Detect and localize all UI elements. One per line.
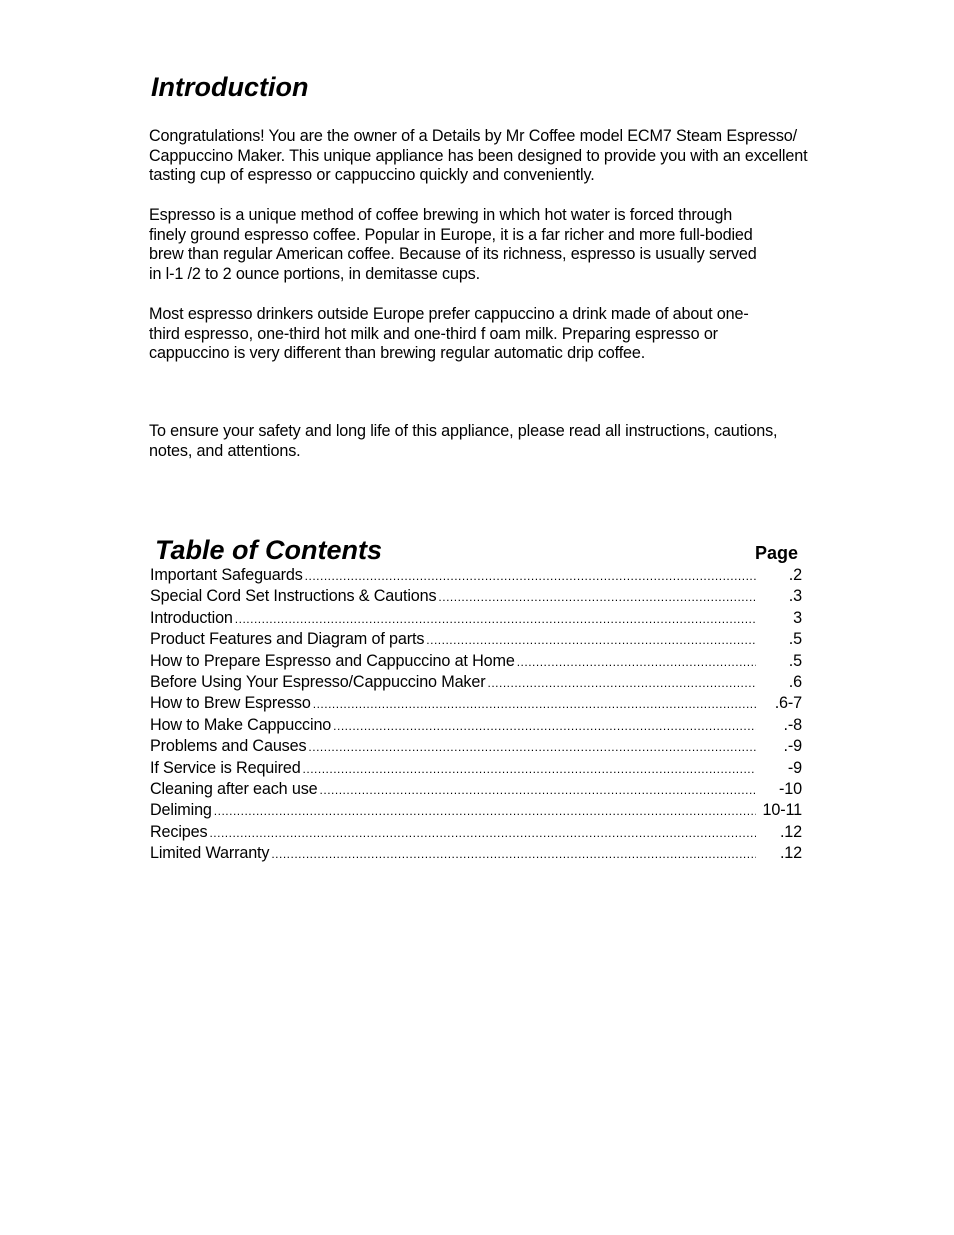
toc-leader-dots — [209, 823, 756, 844]
paragraph-line: finely ground espresso coffee. Popular in Europe, it is a far richer and more full-bodied — [149, 225, 753, 244]
toc-entry-page: .2 — [788, 566, 802, 584]
toc-entry-title: Problems and Causes — [150, 737, 307, 756]
toc-entry — [150, 565, 802, 586]
toc-entry-title: Special Cord Set Instructions & Cautions — [150, 587, 437, 606]
toc-leader-dots — [214, 801, 756, 822]
toc-entry-page: .12 — [779, 844, 802, 863]
toc-entry-title: Important Safeguards — [150, 566, 303, 584]
toc-leader-dots — [333, 716, 756, 737]
toc-entry — [150, 693, 802, 714]
intro-paragraph-1 — [149, 127, 807, 186]
toc-entry-title: Deliming — [150, 801, 212, 820]
toc-entry-title: Limited Warranty — [150, 844, 270, 863]
toc-entry — [150, 629, 802, 650]
paragraph-line: notes, and attentions. — [149, 441, 301, 460]
toc-entry-page: .6 — [788, 672, 802, 691]
toc-entry — [150, 843, 802, 864]
toc-entry — [150, 651, 802, 672]
toc-leader-dots — [303, 759, 756, 780]
paragraph-line: Congratulations! You are the owner of a Details by Mr Coffee model ECM7 Steam Espresso/ — [149, 127, 797, 145]
toc-entry — [150, 758, 802, 779]
paragraph-line: brew than regular American coffee. Because of its richness, espresso is usually served — [149, 245, 757, 264]
paragraph-line: Espresso is a unique method of coffee brewing in which hot water is forced through — [149, 206, 733, 224]
toc-leader-dots — [313, 694, 756, 715]
toc-leader-dots — [320, 780, 756, 801]
toc-entry-page: .-8 — [783, 715, 802, 734]
intro-paragraph-2 — [149, 206, 757, 284]
toc-entry-page: .12 — [779, 822, 802, 841]
toc-entry-page: .5 — [788, 630, 802, 649]
toc-entry-title: How to Make Cappuccino — [150, 715, 332, 734]
toc-leader-dots — [308, 737, 756, 758]
toc-leader-dots — [235, 609, 756, 630]
paragraph-line: third espresso, one-third hot milk and one-third f oam milk. Preparing espresso or — [149, 324, 718, 343]
paragraph-line: Most espresso drinkers outside Europe prefer cappuccino a drink made of about one- — [149, 305, 749, 323]
intro-paragraph-4 — [149, 422, 777, 461]
toc-entry — [150, 715, 802, 736]
toc-leader-dots — [271, 844, 756, 865]
paragraph-line: Cappuccino Maker. This unique appliance has been designed to provide you with an excellent — [149, 146, 808, 165]
toc-entry-page: 10-11 — [762, 801, 802, 820]
toc-leader-dots — [426, 630, 756, 651]
toc-entry-title: How to Brew Espresso — [150, 694, 311, 713]
toc-entry-title: Product Features and Diagram of parts — [150, 630, 425, 649]
toc-entry — [150, 672, 802, 693]
toc-leader-dots — [487, 673, 756, 694]
paragraph-line: in l-1 /2 to 2 ounce portions, in demitasse cups. — [149, 264, 480, 283]
toc-entry-title: Before Using Your Espresso/Cappuccino Maker — [150, 672, 486, 691]
toc-entry-title: How to Prepare Espresso and Cappuccino at Home — [150, 651, 515, 670]
toc-page-column-label: Page — [755, 543, 799, 563]
toc-entry — [150, 586, 802, 607]
toc-entry-page: 3 — [793, 608, 802, 627]
toc-entry-title: Cleaning after each use — [150, 779, 318, 798]
paragraph-line: cappuccino is very different than brewing regular automatic drip coffee. — [149, 344, 646, 363]
toc-entry-page: .6-7 — [774, 694, 802, 713]
toc-entry-page: -10 — [779, 779, 802, 798]
toc-entry-title: Recipes — [150, 822, 208, 841]
toc-leader-dots — [305, 566, 756, 587]
toc-entry — [150, 736, 802, 757]
toc-entry-page: .5 — [788, 651, 802, 670]
intro-paragraph-3 — [149, 305, 749, 364]
toc-leader-dots — [517, 652, 756, 673]
toc-entry-page: .-9 — [783, 737, 802, 756]
toc-entry-title: Introduction — [150, 608, 233, 627]
introduction-title: Introduction — [151, 72, 309, 102]
toc-leader-dots — [438, 587, 756, 608]
toc-entry — [150, 800, 802, 821]
toc-entry-title: If Service is Required — [150, 758, 301, 777]
toc-entry-page: .3 — [788, 587, 802, 606]
toc-entry-page: -9 — [787, 758, 802, 777]
paragraph-line: tasting cup of espresso or cappuccino quickly and conveniently. — [149, 166, 595, 185]
paragraph-line: To ensure your safety and long life of this appliance, please read all instructions, cautions, — [149, 422, 778, 440]
toc-entry — [150, 779, 802, 800]
toc-entry — [150, 608, 802, 629]
toc-entry — [150, 822, 802, 843]
toc-title: Table of Contents — [155, 535, 382, 565]
toc-list — [150, 565, 802, 864]
